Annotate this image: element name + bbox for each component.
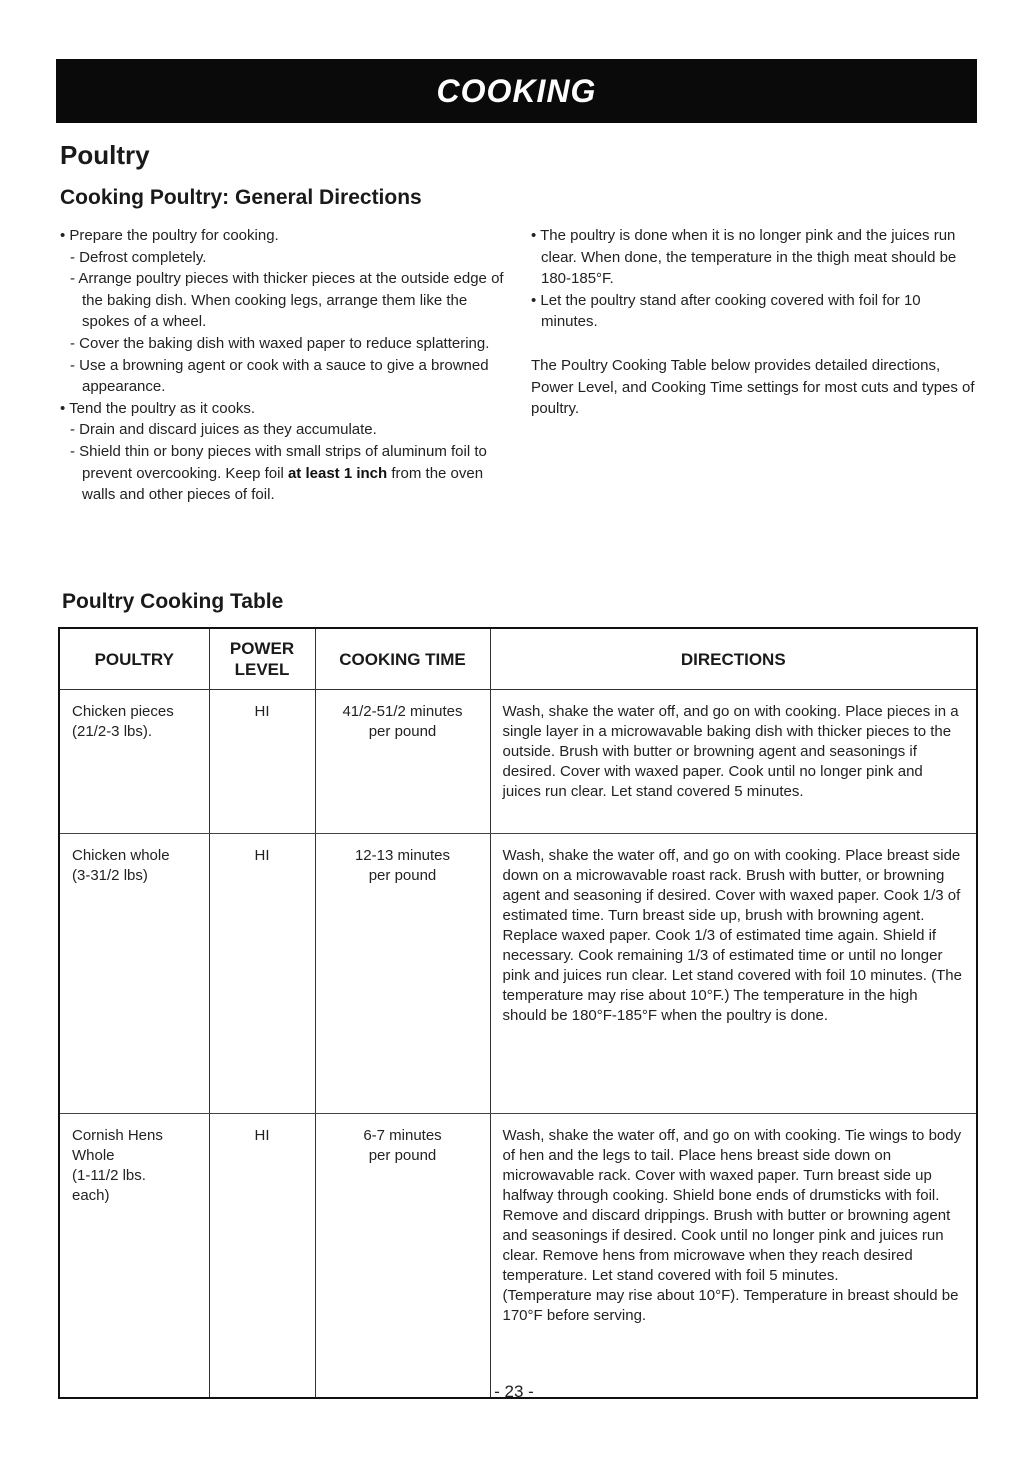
shield-text-end: from the oven walls and other pieces of foil. xyxy=(82,464,484,504)
time-line: per pound xyxy=(368,1147,437,1164)
poultry-line: Whole xyxy=(72,1147,115,1164)
shield-text-start: - Shield thin or bony pieces with small strips of aluminum foil to prevent overcooking. Keep foil xyxy=(70,442,487,482)
header-directions: DIRECTIONS xyxy=(490,628,977,690)
cell-power-level: HI xyxy=(209,690,315,834)
poultry-line: Chicken pieces xyxy=(72,703,174,720)
poultry-line: (3-31/2 lbs) xyxy=(72,867,148,884)
time-line: per pound xyxy=(368,723,437,740)
cell-power-level: HI xyxy=(209,834,315,1114)
cell-cooking-time xyxy=(315,1114,490,1398)
page-title: Poultry xyxy=(60,140,150,170)
table-row xyxy=(59,690,977,834)
time-line: 12-13 minutes xyxy=(354,847,451,864)
time-line: per pound xyxy=(368,867,437,884)
poultry-line: Cornish Hens xyxy=(72,1127,163,1144)
dash-browning: - Use a browning agent or cook with a sauce to give a browned appearance. xyxy=(70,356,489,396)
time-line: 6-7 minutes xyxy=(363,1127,442,1144)
dash-cover: - Cover the baking dish with waxed paper to reduce splattering. xyxy=(70,334,490,352)
table-intro-paragraph: The Poultry Cooking Table below provides detailed directions, Power Level, and Cooking Time settings for most cuts and types of poultry. xyxy=(531,356,975,418)
bullet-stand: • Let the poultry stand after cooking covered with foil for 10 minutes. xyxy=(531,291,921,331)
poultry-line: (1-11/2 lbs. xyxy=(72,1167,146,1184)
subsection-title: Cooking Poultry: General Directions xyxy=(60,186,422,209)
header-poultry: POULTRY xyxy=(59,628,209,690)
dash-drain: - Drain and discard juices as they accumulate. xyxy=(70,421,377,439)
cell-directions: Wash, shake the water off, and go on with cooking. Place pieces in a single layer in a microwavable baking dish with thicker pieces to the outside. Brush with butter or browning agent and seasonings if desired. Cover with waxed paper. Cook until no longer pink and juices run clear. Let stand covered 5 minutes. xyxy=(490,690,977,834)
bullet-done: • The poultry is done when it is no longer pink and the juices run clear. When done, the temperature in the thigh meat should be 180-185°F. xyxy=(531,227,957,288)
table-header-row xyxy=(59,628,977,690)
header-power-line2: LEVEL xyxy=(234,660,290,679)
cell-cooking-time xyxy=(315,834,490,1114)
table-row xyxy=(59,834,977,1114)
poultry-cooking-table xyxy=(58,627,978,1399)
cell-cooking-time xyxy=(315,690,490,834)
directions-text: Wash, shake the water off, and go on with cooking. Tie wings to body of hen and the legs to tail. Place hens breast side down on microwavable rack. Cover with waxed paper. Turn breast side up halfway through cooking. Shield bone ends of drumsticks with foil. Remove and discard drippings. Brush with butter or browning agent and seasonings if desired. Cook until no longer pink and juices run clear. Remove hens from microwave when they reach desired temperature. Let stand covered with foil 5 minutes. xyxy=(502,1127,962,1284)
section-banner: COOKING xyxy=(56,59,977,123)
table-title: Poultry Cooking Table xyxy=(62,590,284,613)
cell-poultry xyxy=(59,690,209,834)
header-cooking-time: COOKING TIME xyxy=(315,628,490,690)
bullet-prepare: • Prepare the poultry for cooking. xyxy=(60,227,279,244)
cell-power-level: HI xyxy=(209,1114,315,1398)
dash-defrost: - Defrost completely. xyxy=(70,248,207,266)
header-power-level xyxy=(209,628,315,690)
general-directions-right xyxy=(531,225,981,420)
poultry-line: each) xyxy=(72,1187,110,1204)
dash-shield xyxy=(60,441,510,506)
cell-poultry xyxy=(59,834,209,1114)
header-power-line1: POWER xyxy=(229,639,295,658)
cell-poultry xyxy=(59,1114,209,1398)
poultry-line: Chicken whole xyxy=(72,847,170,864)
table-row xyxy=(59,1114,977,1398)
time-line: 41/2-51/2 minutes xyxy=(342,703,463,720)
bullet-tend: • Tend the poultry as it cooks. xyxy=(60,399,256,417)
directions-text-temperature: (Temperature may rise about 10°F). Temperature in breast should be 170°F before serving. xyxy=(502,1287,959,1324)
poultry-line: (21/2-3 lbs). xyxy=(72,723,153,740)
shield-text-bold: at least 1 inch xyxy=(287,464,388,482)
cell-directions: Wash, shake the water off, and go on with cooking. Place breast side down on a microwavable roast rack. Brush with butter, or browning agent and seasoning if desired. Cover with waxed paper. Cook 1/3 of estimated time. Turn breast side up, brush with browning agent. Replace waxed paper. Cook 1/3 of estimated time again. Shield if necessary. Cook remaining 1/3 of estimated time or until no longer pink and juices run clear. Let stand covered with foil 10 minutes. (The temperature may rise about 10°F.) The temperature in the high should be 180°F-185°F when the poultry is done. xyxy=(490,834,977,1114)
dash-arrange: - Arrange poultry pieces with thicker pieces at the outside edge of the baking dish. When cooking legs, arrange them like the spokes of a wheel. xyxy=(70,270,504,331)
cell-directions xyxy=(490,1114,977,1398)
page-number: - 23 - xyxy=(494,1382,534,1401)
general-directions-left xyxy=(60,225,510,506)
